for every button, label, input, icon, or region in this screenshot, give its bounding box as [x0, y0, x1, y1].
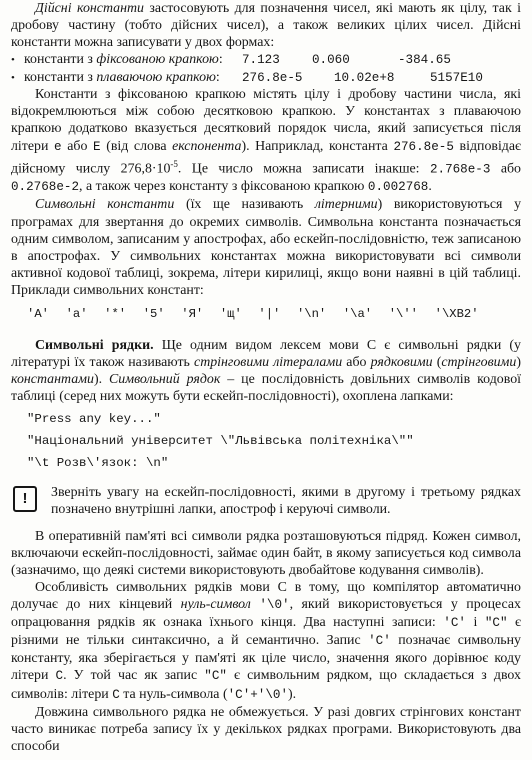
bullet-list — [11, 51, 521, 86]
paragraph-string-literals: Символьні рядки. Ще одним видом лексем мови С є символьні рядки (у літературі їх також називають стрінговими літералами або рядковими (стрінговими) константами). Символьний рядок – це послідовність довільних символів кодової таблиці (серед них можуть бути ескейп-послідовності), охоплена лапками: — [11, 338, 522, 405]
example-value: -384.65 — [398, 53, 451, 68]
term-char-constants: Символьні константи — [35, 197, 175, 213]
note-text: Зверніть увагу на ескейп-послідовності, якими в другому і третьому рядках позначено внутрішні лапки, апостроф і керуючі символи. — [51, 484, 521, 517]
code-line: "Національний університет \"Львівська політехніка\"" — [27, 433, 414, 448]
bullet-icon: • — [11, 54, 15, 67]
note-block — [11, 484, 521, 518]
document-page — [11, 0, 521, 760]
paragraph-char-constants: Символьні константи (їх ще називають літерними) використовуються у програмах для звертання до окремих символів. Символьна константа позначається одним символом, записаним у апострофах, або ескейп-послідовністю, теж записаною в апострофах. У символьних константах можна використовувати всі символи активної кодової таблиці, зокрема, літери кирилиці, якщо вони наявні в цій таблиці. Приклади символьних констант: — [11, 197, 522, 298]
paragraph-fixed-floating: Константи з фіксованою крапкою містять цілу і дробову частини числа, які відокремлюються між собою десятковою крапкою. У константах з плаваючою крапкою додатково вказується десятковий порядок числа, який записується після літери e або E (від слова експонента). Наприклад, константа 276.8e-5 відповідає дійсному числу $276,8\cdot 10^{-5}$. Це число можна записати інакше: 2.768e-3 або 0.2768e-2, а також через константу з фіксованою крапкою 0.002768. — [11, 87, 522, 195]
example-value: 0.060 — [312, 53, 350, 68]
paragraph-memory: В оперативній пам'яті всі символи рядка розташовуються підряд. Кожен символ, включаючи ескейп-послідовності, займає один байт, в якому записується код символа (зазначимо, що деякі системи використовують двобайтове кодування символів). — [11, 528, 521, 578]
example-value: 276.8e-5 — [242, 70, 303, 85]
paragraph-real-constants: Дійсні константи застосовують для позначення чисел, які мають як цілу, так і дробову частину (тобто дійсних чисел), а також великих цілих чисел. Дійсні константи можна записувати у двох формах: — [11, 1, 521, 51]
bullet-icon: • — [11, 71, 15, 84]
paragraph-string-length: Довжина символьного рядка не обмежується. У разі довгих стрінгових констант часто виникає потреба запису їх у декількох рядках програми. Використовують два способи — [11, 704, 521, 754]
code-line: "\t Розв\'язок: \n" — [27, 455, 169, 470]
example-value: 10.02e+8 — [334, 70, 395, 85]
char-constant-examples: 'A' 'a' '*' '5' 'Я' 'щ' '|' '\n' '\a' '\'' '\XB2' — [27, 307, 479, 322]
example-value: 7.123 — [242, 53, 280, 68]
term-real-constants: Дійсні константи — [35, 1, 144, 16]
string-examples — [11, 408, 521, 474]
section-heading-strings: Символьні рядки. — [35, 338, 154, 354]
bullet-fixed-point: • константи з фіксованою крапкою: 7.123 0.060 -384.65 — [11, 51, 521, 69]
exclamation-icon: ! — [13, 486, 37, 512]
example-value: 5157E10 — [430, 70, 483, 85]
bullet-floating-point: • константи з плаваючою крапкою: 276.8e-5 10.02e+8 5157E10 — [11, 69, 521, 87]
code-line: "Press any key..." — [27, 411, 161, 426]
paragraph-null-char: Особливість символьних рядків мови С в тому, що компілятор автоматично долучає до них кінцевий нуль-символ '\0', який використовується у процесах опрацювання рядків як ознака їхнього кінця. Два наступні записи: 'C' і "C" є різними не тільки синтаксично, а й семантично. Запис 'C' позначає символьну константу, яка зберігається у пам'яті як ціле число, значення якого дорівнює коду літери C. У той час як запис "C" є символьним рядком, що складається з двох символів: літери C та нуль-символа ('C'+'\0'). — [11, 579, 521, 702]
